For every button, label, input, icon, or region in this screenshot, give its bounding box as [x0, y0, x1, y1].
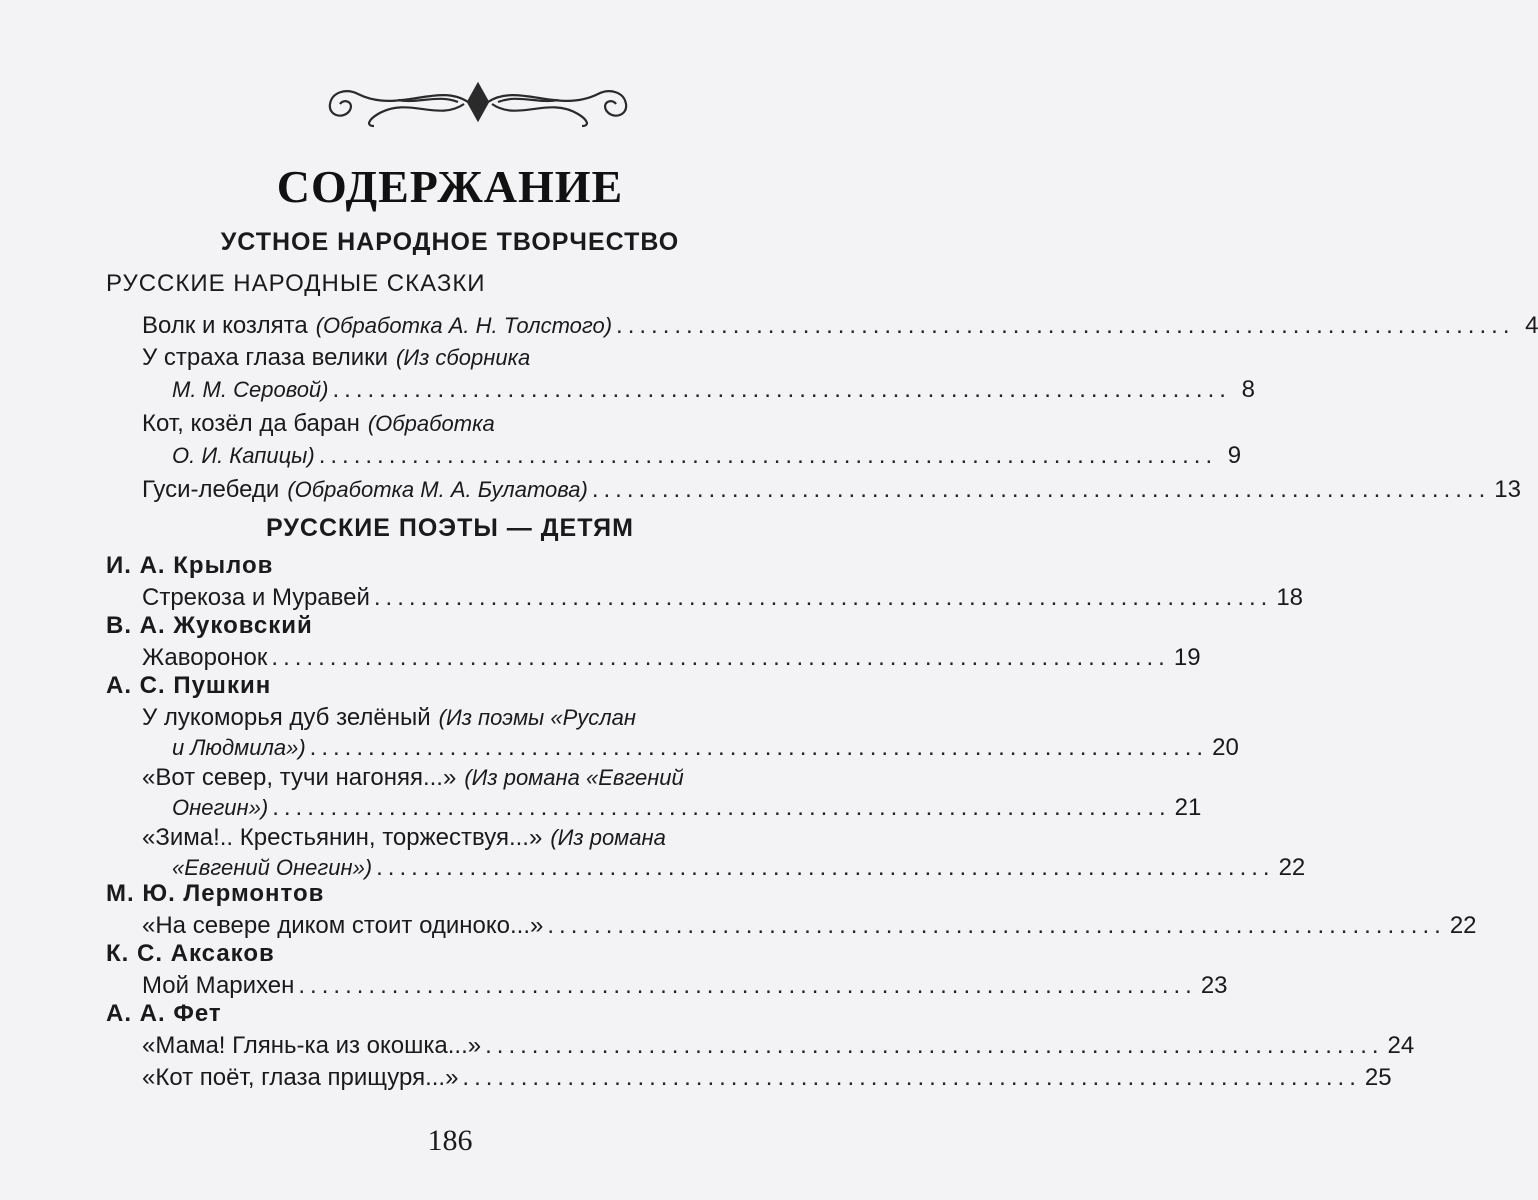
ornament-icon: [318, 74, 638, 130]
dot-leader: .............................................................................: [298, 972, 1197, 999]
toc-entry[interactable]: [142, 584, 1304, 612]
entry-note-continuation: Онегин»): [172, 795, 269, 820]
dot-leader: .............................................................................: [272, 794, 1171, 821]
entry-page: 25: [1364, 1064, 1392, 1091]
entry-title: Жаворонок: [142, 644, 268, 671]
page-number: 186: [427, 1124, 473, 1157]
toc-entry[interactable]: [142, 824, 844, 852]
toc-entry[interactable]: [142, 1064, 1392, 1092]
entry-page: 22: [1278, 854, 1306, 881]
dot-leader: .............................................................................: [376, 854, 1275, 881]
entry-note: (Из романа: [550, 825, 666, 850]
entry-note: (Из романа «Евгений: [464, 765, 684, 790]
entry-title: Кот, козёл да баран: [142, 410, 360, 437]
toc-entry-continuation[interactable]: [172, 794, 1202, 822]
author-heading: И. А. Крылов: [106, 552, 274, 579]
toc-entry[interactable]: [142, 912, 1477, 940]
entry-note: (Из поэмы «Руслан: [438, 705, 636, 730]
entry-title: «Мама! Глянь-ка из окошка...»: [142, 1032, 482, 1059]
entry-page: 20: [1212, 734, 1239, 761]
entry-page: 13: [1494, 476, 1521, 503]
dot-leader: .............................................................................: [309, 734, 1209, 761]
dot-leader: .............................................................................: [616, 312, 1515, 339]
author-heading: В. А. Жуковский: [106, 612, 313, 639]
entry-page: 18: [1276, 584, 1304, 611]
author-heading: К. С. Аксаков: [106, 940, 275, 967]
entry-title: Мой Марихен: [142, 972, 295, 999]
entry-title: У страха глаза велики: [142, 344, 389, 371]
section-title-russian-poets: РУССКИЕ ПОЭТЫ — ДЕТЯМ: [266, 514, 634, 542]
toc-entry-continuation[interactable]: [172, 734, 1239, 762]
entry-title: У лукоморья дуб зелёный: [142, 704, 431, 731]
dot-leader: .............................................................................: [271, 644, 1170, 671]
toc-entry-continuation[interactable]: [172, 442, 1242, 470]
toc-entry[interactable]: [142, 704, 844, 732]
entry-title: Волк и козлята: [142, 312, 308, 339]
author-heading: А. А. Фет: [106, 1000, 222, 1027]
entry-page: 22: [1449, 912, 1477, 939]
entry-page: 24: [1387, 1032, 1415, 1059]
entry-note: (Обработка: [367, 411, 495, 436]
author-heading: М. Ю. Лермонтов: [106, 880, 325, 907]
dot-leader: .............................................................................: [332, 376, 1231, 403]
entry-page: 9: [1227, 442, 1242, 469]
entry-note-continuation: и Людмила»): [172, 735, 306, 760]
group-title-folk-tales: РУССКИЕ НАРОДНЫЕ СКАЗКИ: [106, 270, 486, 297]
dot-leader: .............................................................................: [318, 442, 1218, 469]
entry-note-continuation: О. И. Капицы): [172, 443, 315, 468]
entry-page: 8: [1241, 376, 1255, 403]
entry-note-continuation: «Евгений Онегин»): [172, 855, 373, 880]
entry-note: (Обработка М. А. Булатова): [287, 477, 588, 502]
entry-title: «Кот поёт, глаза прищуря...»: [142, 1064, 459, 1091]
dot-leader: .............................................................................: [462, 1064, 1361, 1091]
entry-note: (Из сборника: [396, 345, 531, 370]
entry-title: «Зима!.. Крестьянин, торжествуя...»: [142, 824, 543, 851]
section-title-oral-folk: УСТНОЕ НАРОДНОЕ ТВОРЧЕСТВО: [220, 228, 680, 256]
entry-page: 21: [1174, 794, 1202, 821]
toc-entry[interactable]: [142, 972, 1228, 1000]
dot-leader: .............................................................................: [547, 912, 1446, 939]
toc-entry[interactable]: [142, 644, 1201, 672]
toc-entry[interactable]: [142, 764, 844, 792]
page-title: СОДЕРЖАНИЕ: [276, 161, 624, 212]
toc-entry[interactable]: [142, 410, 844, 438]
toc-entry[interactable]: [142, 344, 844, 372]
toc-entry-continuation[interactable]: [172, 854, 1306, 882]
entry-page: 4: [1525, 312, 1538, 339]
dot-leader: .............................................................................: [591, 476, 1491, 503]
entry-title: «Вот север, тучи нагоняя...»: [142, 764, 457, 791]
entry-note: (Обработка А. Н. Толстого): [315, 313, 613, 338]
entry-title: Гуси-лебеди: [142, 476, 280, 503]
toc-entry[interactable]: [142, 312, 1538, 340]
author-heading: А. С. Пушкин: [106, 672, 272, 699]
toc-entry-continuation[interactable]: [172, 376, 1255, 404]
toc-entry[interactable]: [142, 1032, 1415, 1060]
entry-page: 19: [1173, 644, 1201, 671]
dot-leader: .............................................................................: [373, 584, 1273, 611]
dot-leader: .............................................................................: [485, 1032, 1384, 1059]
toc-entry[interactable]: [142, 476, 1521, 504]
entry-title: «На севере диком стоит одиноко...»: [142, 912, 544, 939]
entry-title: Стрекоза и Муравей: [142, 584, 370, 611]
entry-page: 23: [1200, 972, 1228, 999]
entry-note-continuation: М. М. Серовой): [172, 377, 329, 402]
